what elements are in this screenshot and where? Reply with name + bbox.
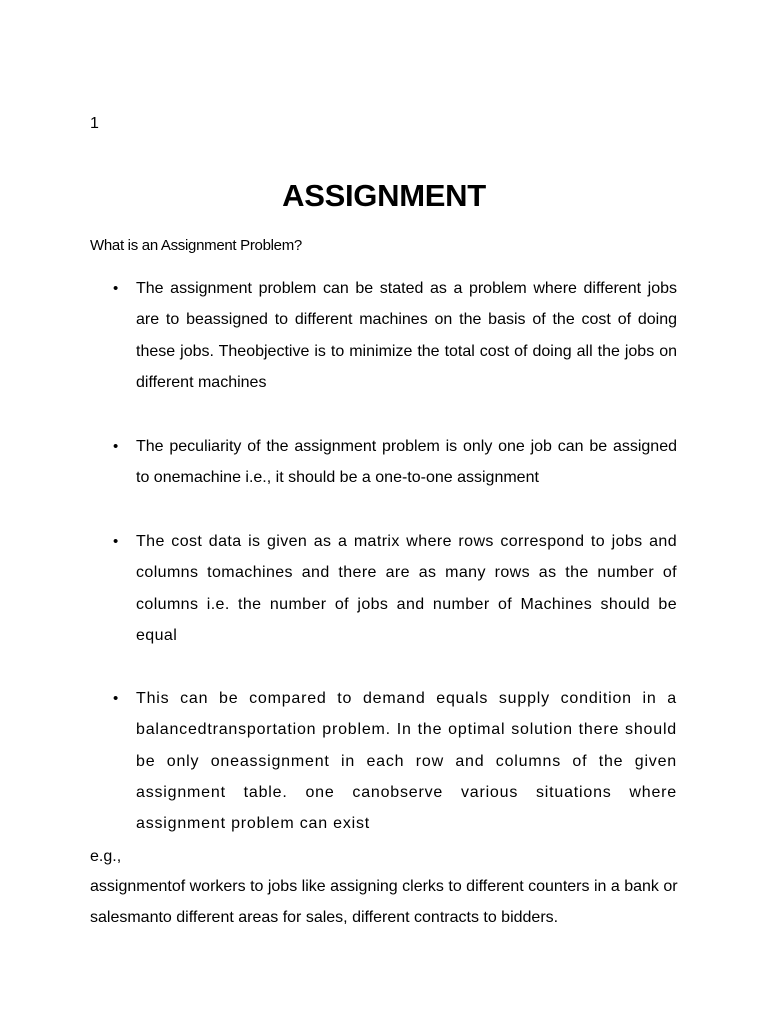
bullet-icon: • [113, 690, 119, 707]
bullet-icon: • [113, 438, 119, 455]
bullet-item [113, 273, 677, 398]
document-title: ASSIGNMENT [282, 178, 486, 213]
example-paragraph: assignmentof workers to jobs like assigning clerks to different counters in a bank or salesmanto different areas for sales, different contracts to bidders. [90, 878, 678, 926]
bullet-text: The cost data is given as a matrix where rows correspond to jobs and columns tomachines and there are as many rows as the number of columns i.e. the number of jobs and number of Machines should be equal [136, 533, 677, 644]
bullet-item [113, 431, 677, 494]
bullet-text: This can be compared to demand equals supply condition in a balancedtransportation problem. In the optimal solution there should be only oneassignment in each row and columns of the given assignment table. one canobserve various situations where assignment problem can exist [136, 690, 677, 833]
bullet-text: The peculiarity of the assignment problem is only one job can be assigned to onemachine i.e., it should be a one-to-one assignment [136, 438, 677, 487]
bullet-text: The assignment problem can be stated as a problem where different jobs are to beassigned to different machines on the basis of the cost of doing these jobs. Theobjective is to minimize the total cost of doing all the jobs on different machines [136, 280, 677, 391]
example-label: e.g., [90, 848, 122, 865]
section-question: What is an Assignment Problem? [90, 237, 302, 254]
page-number: 1 [90, 115, 99, 132]
bullet-item [113, 683, 677, 839]
bullet-icon: • [113, 533, 119, 550]
bullet-item [113, 526, 677, 651]
bullet-icon: • [113, 280, 119, 297]
